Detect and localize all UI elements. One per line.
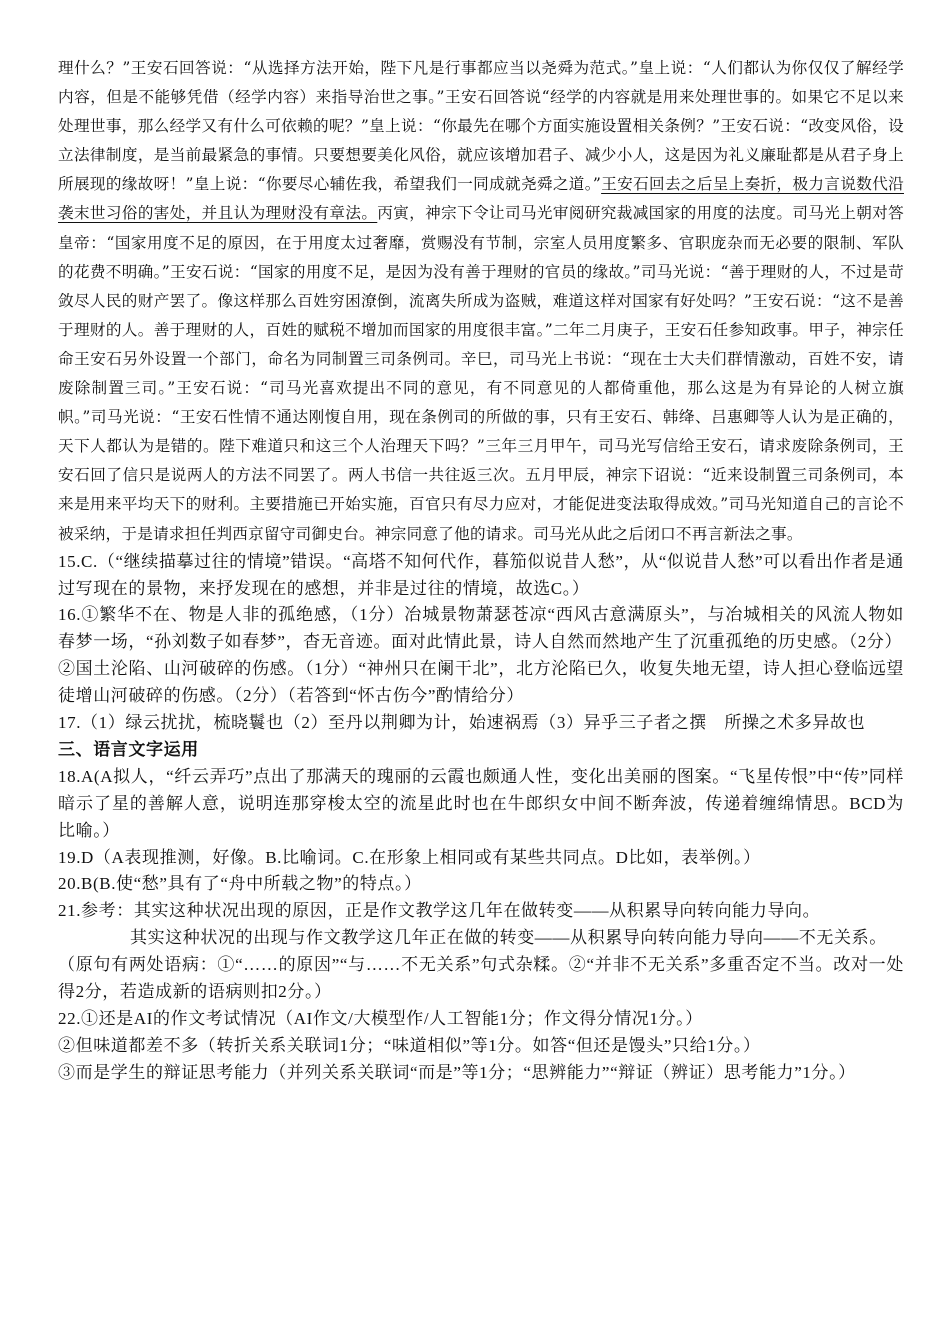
answer-22-point-3: ③而是学生的辩证思考能力（并列关系关联词“而是”等1分；“思辨能力”“辩证（辨证）思考能力”1分。） [58, 1062, 856, 1082]
answer-16-point-1: 16.①繁华不在、物是人非的孤绝感，（1分）冶城景物萧瑟苍凉“西风古意满原头”，与冶城相关的风流人物如春梦一场，“孙刘数子如春梦”，杳无音迹。面对此情此景，诗人自然而然地产生了沉重孤绝的历史感。（2分） [58, 605, 904, 652]
answer-21-note: （原句有两处语病：①“……的原因”“与……不无关系”句式杂糅。②“并非不无关系”多重否定不当。改对一处得2分，若造成新的语病则扣2分。） [58, 955, 904, 1002]
answer-22-point-1: 22.①还是AI的作文考试情况（AI作文/大模型作/人工智能1分；作文得分情况1分。） [58, 1009, 703, 1028]
answers-block [58, 549, 904, 1087]
section-heading-language-use: 三、语言文字运用 [58, 739, 199, 760]
answer-22-point-2: ②但味道都差不多（转折关系关联词1分；“味道相似”等1分。如答“但还是馒头”只给1分。） [58, 1035, 761, 1055]
translation-paragraph [58, 54, 904, 549]
answer-15: 15.C.（“继续描摹过往的情境”错误。“高塔不知何代作，暮笳似说昔人愁”，从“似说昔人愁”可以看出作者是通过写现在的景物，来抒发现在的感想，并非是过往的情境，故选C。） [58, 551, 904, 598]
answer-17: 17.（1）绿云扰扰，梳晓鬟也（2）至丹以荆卿为计，始速祸焉（3）异乎三子者之撰 所操之术多异故也 [58, 713, 866, 733]
answer-18: 18.A(A拟人，“纤云弄巧”点出了那满天的瑰丽的云霞也颇通人性，变化出美丽的图案。“飞星传恨”中“传”同样暗示了星的善解人意，说明连那穿梭太空的流星此时也在牛郎织女中间不断奔波，传递着缠绵情思。BCD为比喻。） [58, 766, 904, 840]
answer-21-original-sentence: 其实这种状况的出现与作文教学这几年正在做的转变——从积累导向转向能力导向——不无关系。 [130, 928, 887, 948]
translation-text-part1: 理什么？”王安石回答说：“从选择方法开始，陛下凡是行事都应当以尧舜为范式。”皇上说：“人们都认为你仅仅了解经学内容，但是不能够凭借（经学内容）来指导治世之事。”王安石回答说“经学的内容就是用来处理世事的。如果它不足以来处理世事，那么经学又有什么可依赖的呢？”皇上说：“你最先在哪个方面实施设置相关条例？”王安石说：“改变风俗，设立法律制度，是当前最紧急的事情。只要想要美化风俗，就应该增加君子、减少小人，这是因为礼义廉耻都是从君子身上所展现的缘故呀！”皇上说：“你要尽心辅佐我，希望我们一同成就尧舜之道。” [58, 59, 904, 194]
answer-19: 19.D（A表现推测，好像。B.比喻词。C.在形象上相同或有某些共同点。D比如，表举例。） [58, 847, 761, 867]
answer-16-point-2: ②国土沦陷、山河破碎的伤感。（1分）“神州只在阑干北”，北方沦陷已久，收复失地无望，诗人担心登临远望徒增山河破碎的伤感。（2分）（若答到“怀古伤今”酌情给分） [58, 659, 904, 706]
answer-21-reference: 21.参考：其实这种状况出现的原因，正是作文教学这几年在做转变——从积累导向转向能力导向。 [58, 901, 821, 921]
answer-20: 20.B(B.使“愁”具有了“舟中所载之物”的特点。） [58, 874, 422, 894]
translation-text-part2: 丙寅，神宗下令让司马光审阅研究裁减国家的用度的法度。司马光上朝对答皇帝：“国家用度不足的原因，在于用度太过奢靡，赏赐没有节制，宗室人员用度繁多、官职庞杂而无必要的限制、军队的花费不明确。”王安石说：“国家的用度不足，是因为没有善于理财的官员的缘故。”司马光说：“善于理财的人，不过是苛敛尽人民的财产罢了。像这样那么百姓穷困潦倒，流离失所成为盗贼，难道这样对国家有好处吗？”王安石说：“这不是善于理财的人。善于理财的人，百姓的赋税不增加而国家的用度很丰富。”二年二月庚子，王安石任参知政事。甲子，神宗任命王安石另外设置一个部门，命名为同制置三司条例司。辛巳，司马光上书说：“现在士大夫们群情激动，百姓不安，请废除制置三司。”王安石说：“司马光喜欢提出不同的意见，有不同意见的人都倚重他，那么这是为有异论的人树立旗帜。”司马光说：“王安石性情不通达刚愎自用，现在条例司的所做的事，只有王安石、韩绛、吕惠卿等人认为是正确的，天下人都认为是错的。陛下难道只和这三个人治理天下吗？”三年三月甲午，司马光写信给王安石，请求废除条例司，王安石回了信只是说两人的方法不同罢了。两人书信一共往返三次。五月甲辰，神宗下诏说：“近来设制置三司条例司，本来是用来平均天下的财利。主要措施已开始实施，百官只有尽力应对，才能促进变法取得成效。”司马光知道自己的言论不被采纳，于是请求担任判西京留守司御史台。神宗同意了他的请求。司马光从此之后闭口不再言新法之事。 [58, 204, 904, 543]
translation-underlined-sentence: 王安石回去之后呈上奏折，极力言说数代沿袭末世习俗的害处，并且认为理财没有章法。 [58, 175, 904, 223]
